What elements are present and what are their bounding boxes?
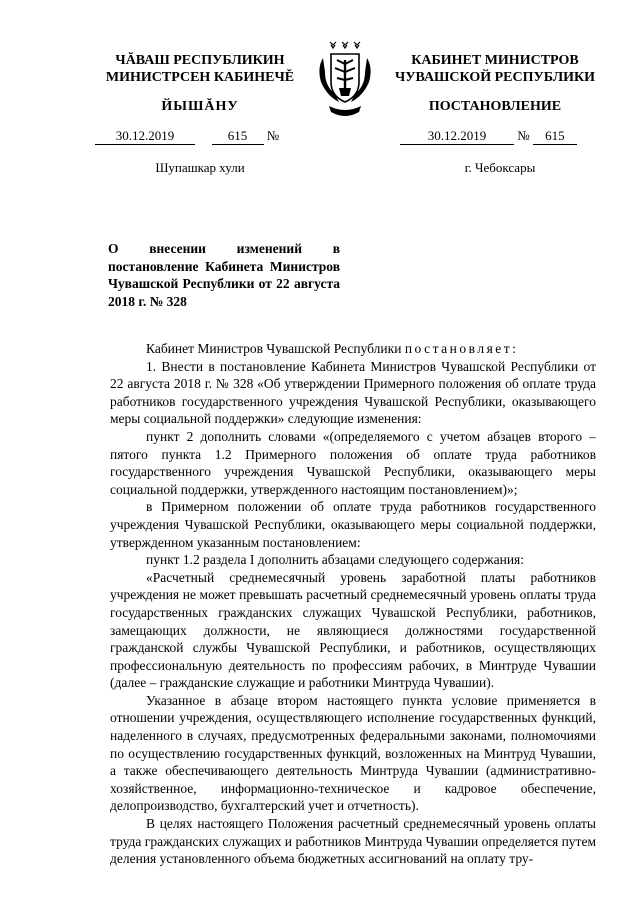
header-right-line2: ЧУВАШСКОЙ РЕСПУБЛИКИ [394,70,596,85]
body-paragraph: в Примерном положении об оплате труда работников государственного учреждения Чувашской Республики, оказывающего меры социальной поддержки, утвержденном указанным постановлением: [110,499,596,550]
header-left-doc-type: ЙЫШĂНУ [161,99,239,114]
header-left-number: 615 [212,128,264,145]
header-right-number: 615 [533,128,577,145]
body-paragraph: пункт 1.2 раздела I дополнить абзацами следующего содержания: [146,552,524,568]
header-right-doc-type: ПОСТАНОВЛЕНИЕ [428,99,562,114]
body-intro-lead: Кабинет Министров Чувашской Республики [146,341,402,356]
header-right-dateline [400,128,600,146]
header-left-line1: ЧĂВАШ РЕСПУБЛИКИН [115,53,285,68]
header-left-dateline [95,128,305,146]
body-paragraph: В целях настоящего Положения расчетный среднемесячный уровень оплаты труда гражданских служащих и работников Минтруда Чувашии определяется путем деления установленного объема бюджетных ассигнований на оплату тру- [110,816,596,867]
header-right-number-sign: № [517,128,530,143]
header-right-line1: КАБИНЕТ МИНИСТРОВ [411,53,579,68]
body-paragraph: пункт 2 дополнить словами «(определяемого с учетом абзацев второго – пятого пункта 1.2 Примерного положения об оплате труда работников государственного учреждения Чувашской Республики, оказывающего меры социальной поддержки, утвержденного настоящим постановлением)»; [110,428,596,497]
chuvash-emblem-icon [313,38,377,120]
body-intro-verb: постановляет: [404,341,519,356]
document-body [110,340,596,868]
header-left-org [100,52,300,86]
header-left-place: Шупашкар хули [155,160,245,175]
header-right-place: г. Чебоксары [464,160,536,175]
header-left-line2: МИНИСТРСЕН КАБИНЕЧĚ [105,70,295,85]
body-paragraph: 1. Внести в постановление Кабинета Министров Чувашской Республики от 22 августа 2018 г. № 328 «Об утверждении Примерного положения об оплате труда работников государственного учреждения Чувашской Республики, оказывающего меры социальной поддержки» следующие изменения: [110,358,596,427]
body-paragraph: «Расчетный среднемесячный уровень заработной платы работников учреждения не может превышать расчетный среднемесячный уровень оплаты труда государственных гражданских служащих Чувашской Республики, работников, замещающих должности, не являющиеся должностями государственной гражданской службы Чувашской Республики, и работников, осуществляющих профессиональную деятельность по профессиям рабочих, в Минтруде Чувашии (далее – гражданские служащие и работники Минтруда Чувашии). [110,569,596,691]
document-subject: О внесении изменений в постановление Кабинета Министров Чувашской Республики от 22 августа 2018 г. № 328 [108,241,340,309]
header-right-date: 30.12.2019 [400,128,514,145]
body-intro [110,340,596,358]
header-left-number-sign: № [266,128,280,143]
header-left-date: 30.12.2019 [95,128,195,145]
header-right-org [390,52,600,86]
body-paragraph: Указанное в абзаце втором настоящего пункта условие применяется в отношении учреждения, осуществляющего исполнение государственных функций, наделенного в случаях, предусмотренных федеральными законами, полномочиями по осуществлению государственных функций, возложенных на Минтруд Чувашии, а также обеспечивающего деятельность Минтруда Чувашии (административно-хозяйственное, информационно-техническое и кадровое обеспечение, делопроизводство, бухгалтерский учет и отчетность). [110,692,596,814]
